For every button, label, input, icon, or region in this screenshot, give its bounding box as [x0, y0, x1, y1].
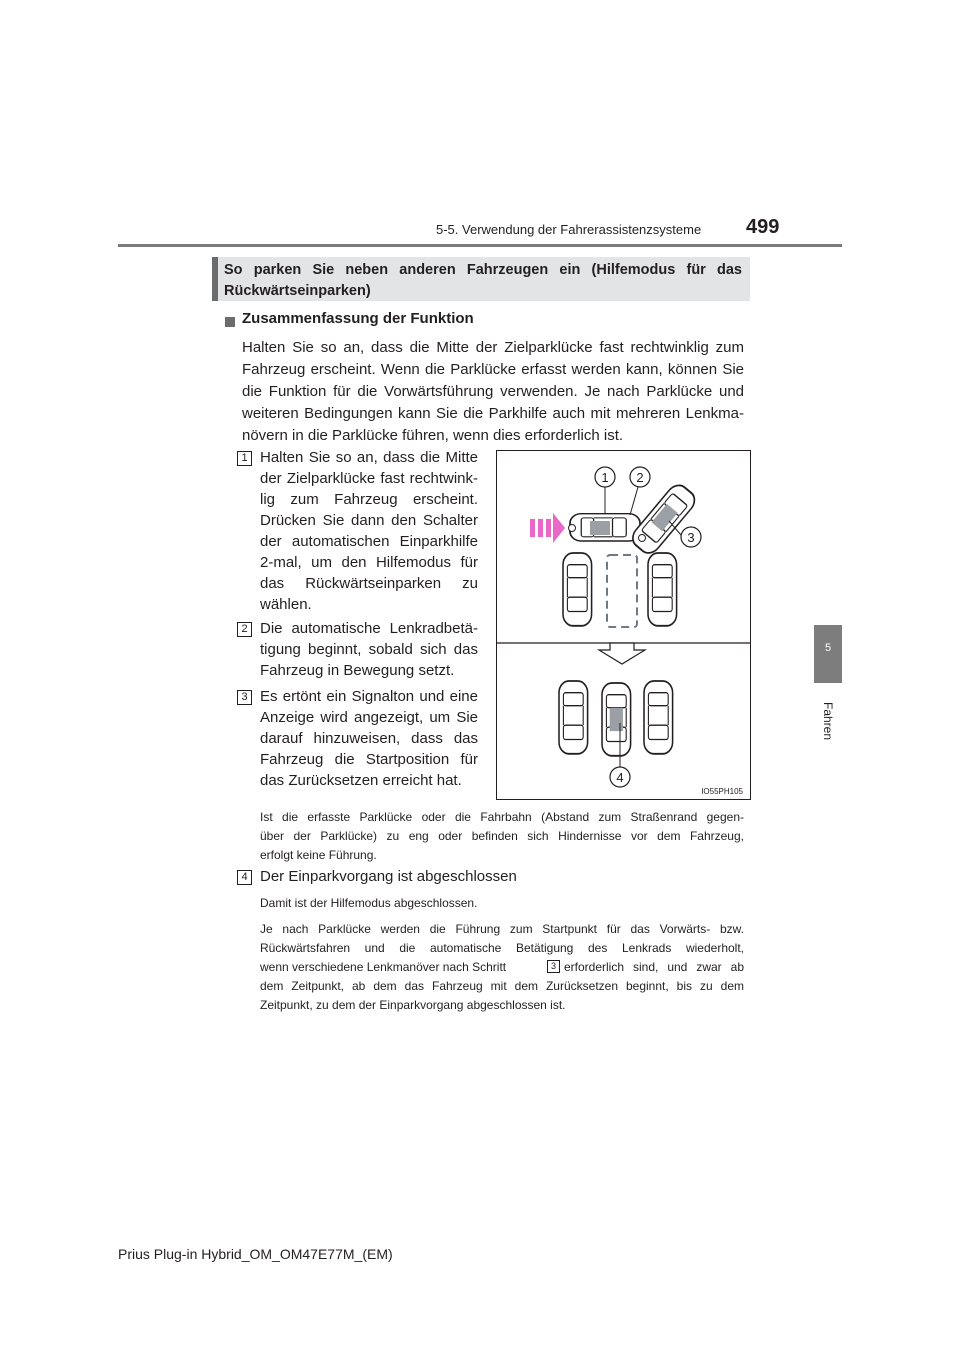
parked-car — [648, 553, 677, 626]
step-1-line: lig zum Fahrzeug erscheint. — [260, 491, 478, 508]
summary-line: die Funktion für die Vorwärtsführung verwenden. Je nach Parklücke und — [242, 383, 744, 400]
parking-illustration — [497, 451, 750, 799]
summary-line: növern in die Parklücke führen, wenn dies erforderlich ist. — [242, 427, 624, 444]
step-4-note: erforderlich sind, und zwar ab — [564, 960, 744, 974]
step-4-note: Rückwärtsfahren und die automatische Betätigung des Lenkrads wiederholt, — [260, 941, 744, 955]
step-3-line: Fahrzeug die Startposition für — [260, 751, 478, 768]
callout-1 — [595, 467, 615, 513]
callout-3-text: 3 — [687, 530, 695, 545]
chapter-label-text: Fahren — [821, 701, 835, 741]
step-3-line: Anzeige wird angezeigt, um Sie — [260, 709, 478, 726]
chapter-label — [818, 694, 838, 754]
header-rule — [118, 244, 842, 247]
parked-car — [559, 681, 588, 754]
step-4-note: wenn verschiedene Lenkmanöver nach Schritt — [260, 960, 507, 974]
footer-docid: Prius Plug-in Hybrid_OM_OM47E77M_(EM) — [118, 1246, 393, 1262]
callout-4-text: 4 — [616, 770, 624, 785]
section-title: 5-5. Verwendung der Fahrerassistenzsysteme — [436, 222, 702, 237]
step-2-line: Die automatische Lenkradbetä- — [260, 620, 478, 637]
vehicle-own — [570, 514, 640, 541]
step-1-line: der Zielparklücke fast rechtwink- — [260, 470, 478, 487]
title-line-1: So parken Sie neben anderen Fahrzeugen ein (Hilfemodus für das — [224, 262, 742, 278]
step-1-line: Drücken Sie dann den Schalter — [260, 512, 478, 529]
step-3-line: das Zurücksetzen erreicht hat. — [260, 772, 462, 789]
callout-1-text: 1 — [601, 470, 609, 485]
step-4-note: Zeitpunkt, zu dem der Einparkvorgang abgeschlossen ist. — [260, 998, 566, 1012]
parked-car — [644, 681, 673, 754]
step-1-line: 2-mal, um den Hilfemodus für — [260, 554, 478, 571]
summary-line: Halten Sie so an, dass die Mitte der Zielparklücke fast rechtwinklig zum — [242, 339, 744, 356]
step-3-note: erfolgt keine Führung. — [260, 848, 377, 862]
chapter-tab — [814, 625, 842, 683]
step-2-line: Fahrzeug in Bewegung setzt. — [260, 662, 455, 679]
step-3-note: Ist die erfasste Parklücke oder die Fahrbahn (Abstand zum Straßenrand gegen- — [260, 810, 744, 824]
step-4-note: Je nach Parklücke werden die Führung zum Startpunkt für das Vorwärts- bzw. — [260, 922, 744, 936]
inline-step-ref: 3 — [547, 960, 560, 973]
step-4-note: dem Zeitpunkt, ab dem das Fahrzeug mit dem Zurücksetzen beginnt, bis zu dem — [260, 979, 744, 993]
title-box-bar — [212, 257, 218, 301]
step-4-line: Der Einparkvorgang ist abgeschlossen — [260, 868, 517, 885]
summary-line: weiteren Bedingungen kann Sie die Parkhilfe auch mit mehreren Lenkma- — [242, 405, 744, 422]
chapter-number: 5 — [824, 642, 832, 654]
step-2-line: tigung beginnt, sobald sich das — [260, 641, 478, 658]
callout-2 — [630, 467, 650, 515]
square-bullet-icon — [225, 317, 235, 327]
step-1-line: wählen. — [260, 596, 312, 613]
step-3-line: darauf hinzuweisen, dass das — [260, 730, 478, 747]
parked-car — [563, 553, 592, 626]
move-arrow-icon — [530, 513, 565, 543]
vehicle-own-parked — [602, 683, 631, 756]
step-3-line: Es ertönt ein Signalton und eine — [260, 688, 478, 705]
summary-line: Fahrzeug erscheint. Wenn die Parklücke erfasst werden kann, können Sie — [242, 361, 744, 378]
step-4-note: Damit ist der Hilfemodus abgeschlossen. — [260, 896, 478, 910]
step-1-line: das Rückwärtseinparken zu — [260, 575, 478, 592]
target-space — [607, 555, 637, 627]
page-number: 499 — [746, 216, 780, 238]
step-3-note: über der Parklücke) zu eng oder befinden sich Hindernisse vor dem Fahrzeug, — [260, 829, 744, 843]
callout-2-text: 2 — [636, 470, 644, 485]
title-line-2: Rückwärtseinparken) — [224, 283, 371, 299]
step-1-line: der automatischen Einparkhilfe — [260, 533, 478, 550]
step-number-4: 4 — [237, 870, 252, 885]
parking-diagram — [496, 450, 751, 800]
step-number-1: 1 — [237, 451, 252, 466]
step-number-3: 3 — [237, 690, 252, 705]
step-number-2: 2 — [237, 622, 252, 637]
down-arrow-icon — [599, 643, 645, 664]
subheading: Zusammenfassung der Funktion — [242, 310, 474, 327]
step-1-line: Halten Sie so an, dass die Mitte — [260, 449, 478, 466]
figure-code: IO55PH105 — [701, 787, 743, 796]
